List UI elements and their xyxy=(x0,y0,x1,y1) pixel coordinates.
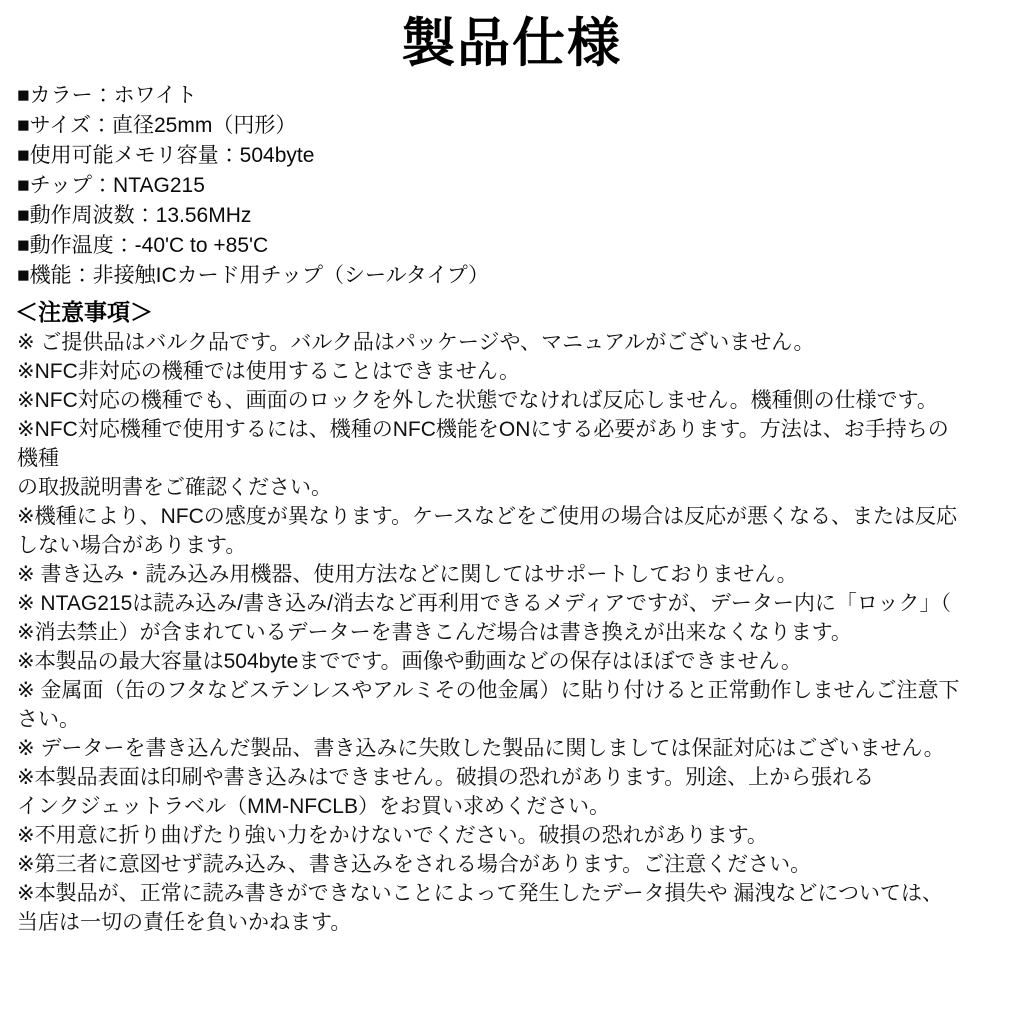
note-line: しない場合があります。 xyxy=(17,534,247,557)
note-line: 機種 xyxy=(17,447,59,470)
spec-item-color: ■カラー：ホワイト xyxy=(17,84,198,107)
note-line: ※ NTAG215は読み込み/書き込み/消去など再利用できるメディアですが、データー内に「ロック」（ xyxy=(17,592,951,615)
note-line: ※ 金属面（缶のフタなどステンレスやアルミその他金属）に貼り付けると正常動作しませんご注意下 xyxy=(17,679,960,702)
note-line: ※NFC対応機種で使用するには、機種のNFC機能をONにする必要があります。方法は、お手持ちの xyxy=(17,418,949,441)
spec-list xyxy=(17,81,1024,291)
note-line: ※ 書き込み・読み込み用機器、使用方法などに関してはサポートしておりません。 xyxy=(17,563,798,586)
note-line: ※不用意に折り曲げたり強い力をかけないでください。破損の恐れがあります。 xyxy=(17,824,768,847)
note-line: インクジェットラベル（MM-NFCLB）をお買い求めください。 xyxy=(17,795,610,818)
note-line: ※ ご提供品はバルク品です。バルク品はパッケージや、マニュアルがございません。 xyxy=(17,331,815,354)
spec-item-temperature: ■動作温度：-40'C to +85'C xyxy=(17,234,269,257)
note-line: さい。 xyxy=(17,708,80,731)
note-line: ※機種により、NFCの感度が異なります。ケースなどをご使用の場合は反応が悪くなる、または反応 xyxy=(17,505,958,528)
notes-header: ＜注意事項＞ xyxy=(15,299,153,325)
spec-item-chip: ■チップ：NTAG215 xyxy=(17,174,205,197)
spec-item-function: ■機能：非接触ICカード用チップ（シールタイプ） xyxy=(17,264,489,287)
note-line: ※第三者に意図せず読み込み、書き込みをされる場合があります。ご注意ください。 xyxy=(17,853,812,876)
note-line: ※本製品の最大容量は504byteまでです。画像や動画などの保存はほぼできません。 xyxy=(17,650,802,673)
note-line: ※NFC非対応の機種では使用することはできません。 xyxy=(17,360,521,383)
note-line: ※本製品表面は印刷や書き込みはできません。破損の恐れがあります。別途、上から張れる xyxy=(17,766,875,789)
note-line: ※消去禁止）が含まれているデーターを書きこんだ場合は書き換えが出来なくなります。 xyxy=(17,621,852,644)
note-line: 当店は一切の責任を負いかねます。 xyxy=(17,911,352,934)
notes-list xyxy=(17,328,1024,937)
note-line: ※ データーを書き込んだ製品、書き込みに失敗した製品に関しましては保証対応はございません。 xyxy=(17,737,945,760)
note-line: ※NFC対応の機種でも、画面のロックを外した状態でなければ反応しません。機種側の仕様です。 xyxy=(17,389,938,412)
note-line: の取扱説明書をご確認ください。 xyxy=(17,476,332,499)
spec-item-frequency: ■動作周波数：13.56MHz xyxy=(17,204,252,227)
note-line: ※本製品が、正常に読み書きができないことによって発生したデータ損失や 漏洩などについては、 xyxy=(17,882,944,905)
spec-item-memory: ■使用可能メモリ容量：504byte xyxy=(17,144,315,167)
page-title: 製品仕様 xyxy=(402,14,622,73)
spec-item-size: ■サイズ：直径25mm（円形） xyxy=(17,114,297,137)
